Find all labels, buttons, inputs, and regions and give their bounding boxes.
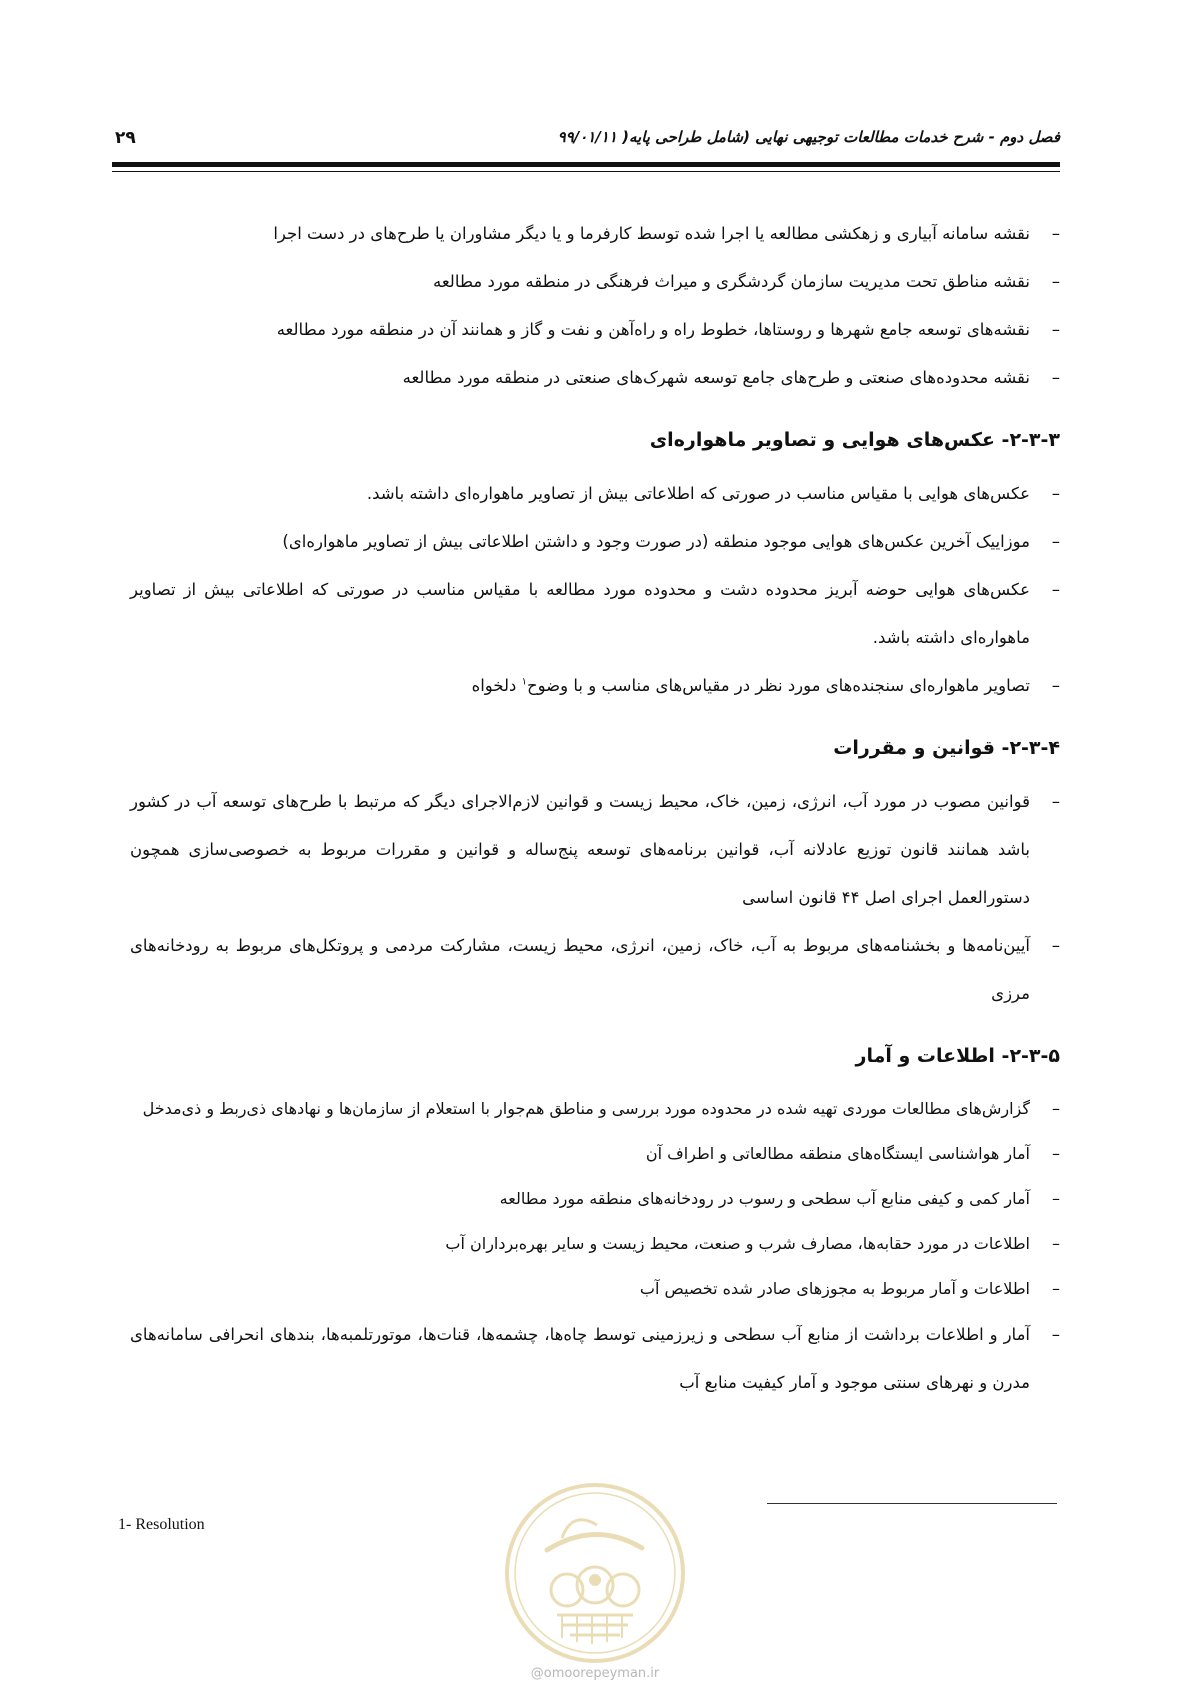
list-item: – عکس‌های هوایی حوضه آبریز محدوده دشت و محدوده مورد مطالعه با مقیاس مناسب در صورتی که اطلاعاتی بیش از تصاویر ماهواره‌ای داشته باشد.	[130, 566, 1060, 662]
list-item: – آیین‌نامه‌ها و بخشنامه‌های مربوط به آب، خاک، زمین، انرژی، محیط زیست، مشارکت مردمی و پروتکل‌های مربوط به رودخانه‌های مرزی	[130, 922, 1060, 1018]
list-item: – آمار و اطلاعات برداشت از منابع آب سطحی و زیرزمینی توسط چاه‌ها، چشمه‌ها، قنات‌ها، موتورتلمبه‌ها، بندهای انحرافی سامانه‌های مدرن و نهرهای سنتی موجود و آمار کیفیت منابع آب	[130, 1311, 1060, 1407]
list-item: – نقشه‌های توسعه جامع شهرها و روستاها، خطوط راه و راه‌آهن و نفت و گاز و همانند آن در منطقه مورد مطالعه	[130, 306, 1060, 354]
header-title: فصل دوم - شرح خدمات مطالعات توجیهی نهایی (شامل طراحی پایه( ۹۹/۰۱/۱۱	[557, 128, 1060, 146]
section-heading: ۲-۳-۴- قوانین و مقررات	[833, 737, 1060, 759]
bullet-dash: –	[1052, 1189, 1060, 1208]
header-rule-thick	[112, 162, 1060, 167]
bullet-dash: –	[1051, 532, 1060, 551]
bullet-dash: –	[1052, 1279, 1060, 1298]
footnote-marker: ۱	[521, 676, 527, 688]
bullet-dash: –	[1052, 1234, 1060, 1253]
page-header	[115, 128, 1060, 156]
list-item: – اطلاعات و آمار مربوط به مجوزهای صادر شده تخصیص آب	[130, 1266, 1060, 1311]
list-item: – عکس‌های هوایی با مقیاس مناسب در صورتی که اطلاعاتی بیش از تصاویر ماهواره‌ای داشته باشد.	[130, 470, 1060, 518]
bullet-dash: –	[1051, 936, 1060, 955]
section-heading: ۲-۳-۳- عکس‌های هوایی و تصاویر ماهواره‌ای	[649, 429, 1060, 451]
list-item: – آمار کمی و کیفی منابع آب سطحی و رسوب در رودخانه‌های منطقه مورد مطالعه	[130, 1176, 1060, 1221]
page-number: ۲۹	[115, 128, 136, 148]
header-rule-thin	[112, 171, 1060, 172]
bullet-dash: –	[1051, 580, 1060, 599]
list-item: – قوانین مصوب در مورد آب، انرژی، زمین، خاک، محیط زیست و قوانین لازم‌الاجرای دیگر که مرتبط با طرح‌های توسعه آب در کشور باشد همانند قانون توزیع عادلانه آب، قوانین برنامه‌های توسعه پنج‌ساله و قوانین و مقررات مربوط به خصوصی‌سازی همچون دستورالعمل اجرای اصل ۴۴ قانون اساسی	[130, 778, 1060, 922]
bullet-dash: –	[1052, 1099, 1060, 1118]
bullet-dash: –	[1052, 1144, 1060, 1163]
list-item: – اطلاعات در مورد حقابه‌ها، مصارف شرب و صنعت، محیط زیست و سایر بهره‌برداران آب	[130, 1221, 1060, 1266]
bullet-dash: –	[1051, 1325, 1060, 1344]
list-item: – آمار هواشناسی ایستگاه‌های منطقه مطالعاتی و اطراف آن	[130, 1131, 1060, 1176]
footnote: 1- Resolution	[118, 1516, 205, 1533]
list-item: – گزارش‌های مطالعات موردی تهیه شده در محدوده مورد بررسی و مناطق هم‌جوار با استعلام از سازمان‌ها و نهادهای ذی‌ربط و ذی‌مدخل	[130, 1086, 1060, 1131]
list-item: – موزاییک آخرین عکس‌های هوایی موجود منطقه (در صورت وجود و داشتن اطلاعاتی بیش از تصاویر ماهواره‌ای)	[130, 518, 1060, 566]
main-content	[130, 210, 1060, 1407]
bullet-dash: –	[1051, 792, 1060, 811]
watermark-logo-icon	[502, 1480, 688, 1666]
list-item: – نقشه مناطق تحت مدیریت سازمان گردشگری و میراث فرهنگی در منطقه مورد مطالعه	[130, 258, 1060, 306]
watermark-site-text: @omoorepeyman.ir	[530, 1666, 660, 1681]
bullet-dash: –	[1051, 676, 1060, 695]
list-item: – نقشه محدوده‌های صنعتی و طرح‌های جامع توسعه شهرک‌های صنعتی در منطقه مورد مطالعه	[130, 354, 1060, 402]
bullet-dash: –	[1051, 224, 1060, 243]
bullet-dash: –	[1051, 272, 1060, 291]
list-item: – نقشه سامانه آبیاری و زهکشی مطالعه یا اجرا شده توسط کارفرما و یا دیگر مشاوران یا طرح‌های در دست اجرا	[130, 210, 1060, 258]
footnote-separator	[767, 1503, 1057, 1504]
bullet-dash: –	[1051, 320, 1060, 339]
section-heading: ۲-۳-۵- اطلاعات و آمار	[855, 1045, 1060, 1067]
bullet-dash: –	[1051, 368, 1060, 387]
list-item: – تصاویر ماهواره‌ای سنجنده‌های مورد نظر در مقیاس‌های مناسب و با وضوح$^۱$ دلخواه	[130, 662, 1060, 710]
bullet-dash: –	[1051, 484, 1060, 503]
